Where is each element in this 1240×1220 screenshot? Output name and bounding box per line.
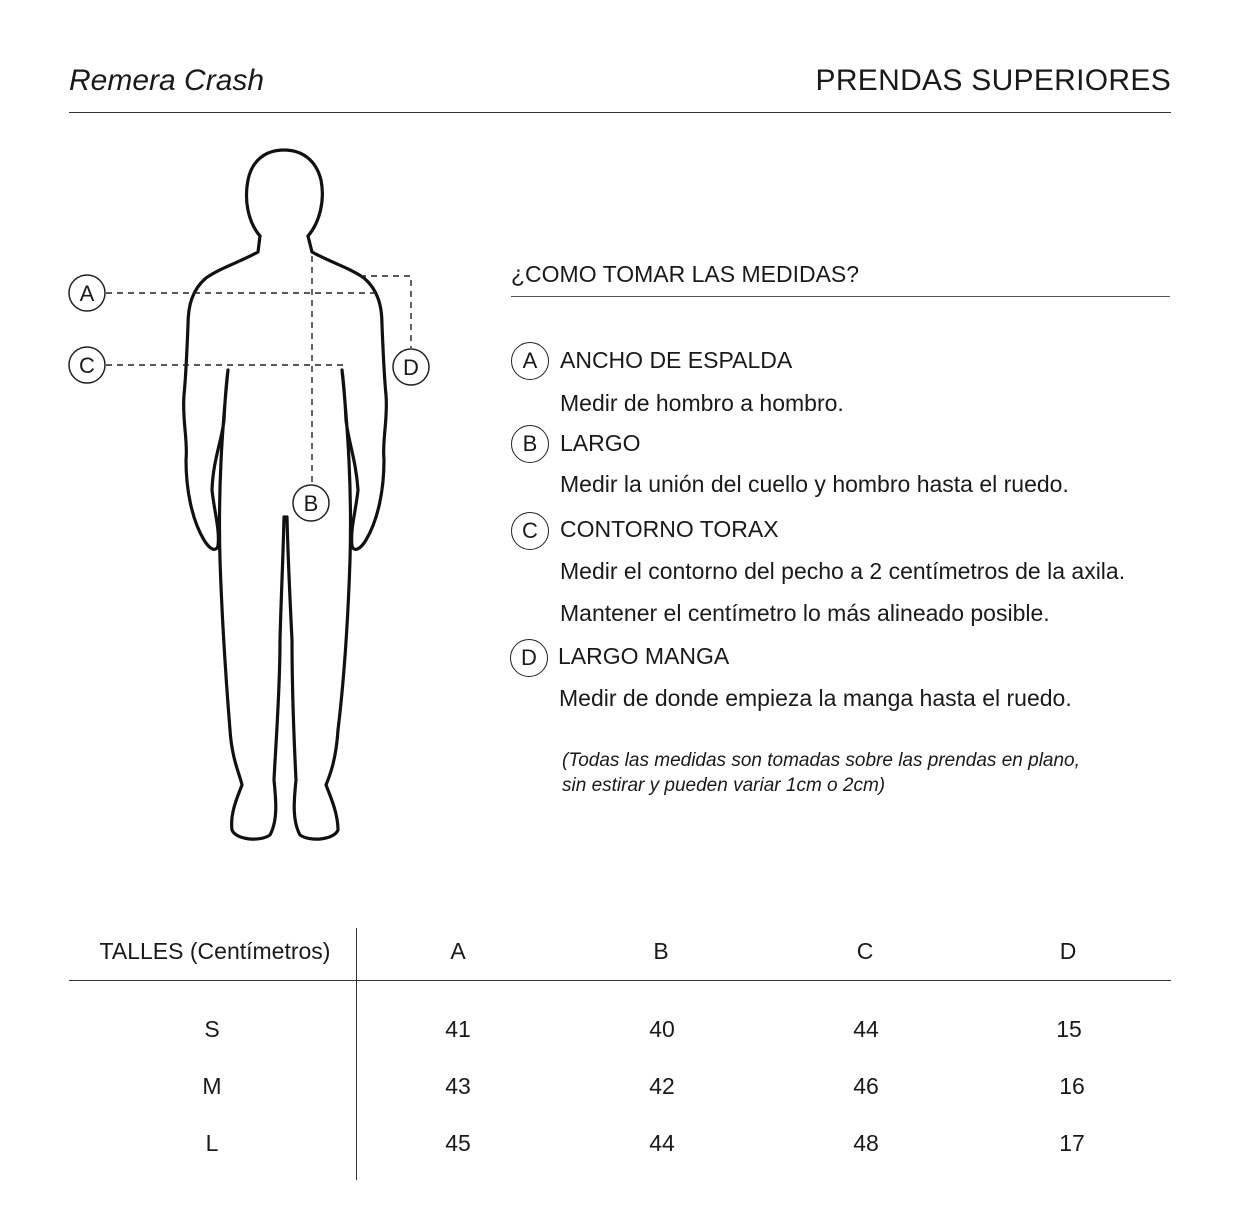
marker-a-label: A (79, 281, 95, 306)
table-cell: 42 (649, 1073, 675, 1099)
measure-c-name: CONTORNO TORAX (560, 516, 779, 542)
measure-c-badge: C (511, 512, 549, 550)
table-row-size: M (202, 1073, 222, 1099)
table-header-label: TALLES (Centímetros) (99, 938, 331, 964)
howto-divider (511, 296, 1170, 297)
measure-b-desc: Medir la unión del cuello y hombro hasta el ruedo. (560, 471, 1069, 497)
figure-outline (184, 236, 387, 839)
marker-b-label: B (303, 491, 319, 516)
table-cell: 16 (1059, 1073, 1085, 1099)
measure-a-desc: Medir de hombro a hombro. (560, 390, 844, 416)
table-cell: 44 (649, 1130, 675, 1156)
marker-c-label: C (79, 353, 95, 378)
table-cell: 40 (649, 1016, 675, 1042)
table-header-divider (69, 980, 1171, 981)
howto-title: ¿COMO TOMAR LAS MEDIDAS? (511, 261, 860, 287)
figure-head (247, 150, 323, 236)
table-row-size: L (205, 1130, 219, 1156)
marker-d-label: D (403, 355, 419, 380)
note-line-2: sin estirar y pueden variar 1cm o 2cm) (562, 775, 886, 796)
measure-d-desc: Medir de donde empieza la manga hasta el ruedo. (559, 685, 1072, 711)
body-measurement-figure (60, 140, 460, 850)
measure-b-name: LARGO (560, 430, 641, 456)
table-cell: 48 (853, 1130, 879, 1156)
measure-d-name: LARGO MANGA (558, 643, 730, 669)
table-col-b: B (653, 938, 669, 964)
table-cell: 41 (445, 1016, 471, 1042)
table-vertical-divider (356, 928, 357, 1180)
measure-b-badge: B (511, 425, 549, 463)
table-cell: 17 (1059, 1130, 1085, 1156)
category-title: PRENDAS SUPERIORES (815, 64, 1171, 97)
size-table (69, 928, 1171, 1180)
table-cell: 43 (445, 1073, 471, 1099)
measure-c-desc-2: Mantener el centímetro lo más alineado posible. (560, 600, 1050, 626)
measure-a-badge: A (511, 342, 549, 380)
measurement-note (562, 748, 1080, 798)
table-cell: 45 (445, 1130, 471, 1156)
header-divider (69, 112, 1171, 113)
table-cell: 15 (1056, 1016, 1082, 1042)
table-col-a: A (450, 938, 466, 964)
table-col-d: D (1059, 938, 1077, 964)
guide-line-d (360, 276, 411, 348)
measure-a-name: ANCHO DE ESPALDA (560, 347, 793, 373)
table-cell: 44 (853, 1016, 879, 1042)
table-col-c: C (856, 938, 874, 964)
table-row-size: S (204, 1016, 220, 1042)
measure-d-badge: D (510, 639, 548, 677)
table-cell: 46 (853, 1073, 879, 1099)
note-line-1: (Todas las medidas son tomadas sobre las prendas en plano, (562, 750, 1080, 771)
product-title: Remera Crash (69, 64, 265, 97)
measure-c-desc-1: Medir el contorno del pecho a 2 centímetros de la axila. (560, 558, 1126, 584)
